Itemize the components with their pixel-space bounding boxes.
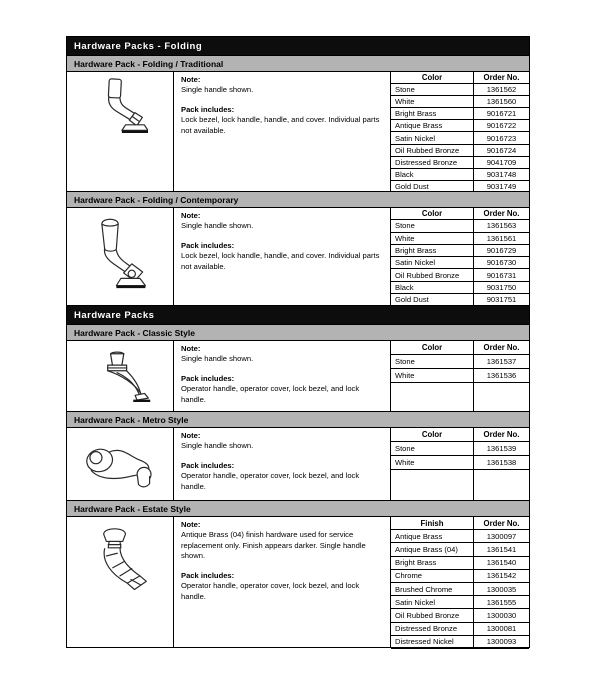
- estate-style-handle-illustration: [91, 525, 149, 596]
- order-no-cell: 1361562: [474, 84, 529, 96]
- table-row: [391, 108, 529, 120]
- table-header-row: [391, 428, 529, 442]
- table-row: [391, 157, 529, 169]
- pack-section-folding-traditional: [66, 55, 530, 192]
- note-text: Single handle shown.: [181, 441, 254, 451]
- table-row: [391, 442, 529, 456]
- finish-name-cell: White: [391, 96, 474, 108]
- column-header-order-no: Order No.: [474, 428, 529, 442]
- order-no-cell: 9016724: [474, 145, 529, 157]
- finish-name-cell: Black: [391, 169, 474, 181]
- finish-name-cell: Satin Nickel: [391, 132, 474, 144]
- column-header-order-no: Order No.: [474, 517, 529, 530]
- table-row: [391, 269, 529, 281]
- finish-name-cell: Distressed Bronze: [391, 157, 474, 169]
- order-no-cell: 1361536: [474, 369, 529, 383]
- table-row: [391, 145, 529, 157]
- order-no-cell: 1361540: [474, 557, 529, 570]
- finish-name-cell: Oil Rubbed Bronze: [391, 609, 474, 622]
- includes-text: Operator handle, operator cover, lock bezel, and lock handle.: [181, 384, 360, 404]
- pack-title: Hardware Pack - Folding / Contemporary: [66, 191, 530, 208]
- table-row: [391, 220, 529, 232]
- table-row: [391, 96, 529, 108]
- finish-name-cell: Antique Brass (04): [391, 543, 474, 556]
- includes-text: Operator handle, operator cover, lock bezel, and lock handle.: [181, 581, 360, 601]
- table-row: [391, 84, 529, 96]
- finish-name-cell: Gold Dust: [391, 181, 474, 193]
- column-header-order-no: Order No.: [474, 341, 529, 355]
- table-row: [391, 245, 529, 257]
- table-row: [391, 557, 529, 570]
- order-no-cell: 9031748: [474, 169, 529, 181]
- order-no-cell: 1361541: [474, 543, 529, 556]
- table-row: [391, 355, 529, 369]
- table-row: [391, 583, 529, 596]
- finish-name-cell: Stone: [391, 84, 474, 96]
- includes-text: Lock bezel, lock handle, handle, and cover. Individual parts not available.: [181, 115, 380, 135]
- table-row: [391, 169, 529, 181]
- finish-name-cell: Bright Brass: [391, 245, 474, 257]
- order-no-cell: 9031749: [474, 181, 529, 193]
- table-filler: [391, 383, 529, 411]
- finish-name-cell: White: [391, 369, 474, 383]
- note-text: Single handle shown.: [181, 85, 254, 95]
- includes-text: Operator handle, operator cover, lock bezel, and lock handle.: [181, 471, 360, 491]
- column-header-order-no: Order No.: [474, 72, 529, 84]
- includes-text: Lock bezel, lock handle, handle, and cover. Individual parts not available.: [181, 251, 380, 271]
- order-no-cell: 9016722: [474, 120, 529, 132]
- note-text: Single handle shown.: [181, 354, 254, 364]
- includes-label: Pack includes:: [181, 240, 235, 250]
- figure-cell: [67, 341, 174, 411]
- finish-name-cell: Stone: [391, 442, 474, 456]
- finish-name-cell: Antique Brass: [391, 120, 474, 132]
- empty-cell: [391, 470, 474, 500]
- order-no-cell: 9031750: [474, 282, 529, 294]
- note-text: Single handle shown.: [181, 221, 254, 231]
- note-text: Antique Brass (04) finish hardware used for service replacement only. Finish appears darker. Single handle shown.: [181, 530, 366, 561]
- finish-name-cell: Antique Brass: [391, 530, 474, 543]
- finish-name-cell: Bright Brass: [391, 108, 474, 120]
- figure-cell: [67, 72, 174, 191]
- table-row: [391, 369, 529, 383]
- table-row: [391, 257, 529, 269]
- order-no-cell: 1300097: [474, 530, 529, 543]
- order-no-cell: 1361563: [474, 220, 529, 232]
- note-label: Note:: [181, 75, 201, 84]
- empty-cell: [391, 383, 474, 411]
- note-cell: [174, 208, 391, 305]
- metro-style-handle-illustration: [83, 441, 157, 491]
- note-cell: [174, 341, 391, 411]
- table-row: [391, 132, 529, 144]
- order-no-cell: 1361560: [474, 96, 529, 108]
- order-no-cell: 9016723: [474, 132, 529, 144]
- folding-contemporary-handle-illustration: [91, 213, 149, 293]
- order-no-cell: 1361537: [474, 355, 529, 369]
- table-row: [391, 120, 529, 132]
- group-header-folding: Hardware Packs - Folding: [66, 36, 530, 56]
- note-label: Note:: [181, 211, 201, 220]
- note-cell: [174, 517, 391, 647]
- finish-name-cell: Stone: [391, 355, 474, 369]
- order-no-cell: 1300035: [474, 583, 529, 596]
- finish-name-cell: Stone: [391, 220, 474, 232]
- table-rows: [391, 530, 529, 649]
- column-header-order-no: Order No.: [474, 208, 529, 220]
- table-header-row: [391, 517, 529, 530]
- table-row: [391, 530, 529, 543]
- order-no-cell: 1361538: [474, 456, 529, 470]
- finish-name-cell: Gold Dust: [391, 294, 474, 306]
- table-rows: [391, 220, 529, 306]
- column-header-color: Color: [391, 341, 474, 355]
- table-row: [391, 543, 529, 556]
- order-table: [391, 208, 529, 305]
- order-no-cell: 9016730: [474, 257, 529, 269]
- order-no-cell: 1361555: [474, 596, 529, 609]
- figure-cell: [67, 517, 174, 647]
- note-label: Note:: [181, 431, 201, 440]
- order-no-cell: 9016729: [474, 245, 529, 257]
- pack-title: Hardware Pack - Classic Style: [66, 324, 530, 341]
- order-no-cell: 1361561: [474, 233, 529, 245]
- order-no-cell: 9031751: [474, 294, 529, 306]
- order-no-cell: 1361539: [474, 442, 529, 456]
- order-table: [391, 517, 529, 647]
- pack-title: Hardware Pack - Folding / Traditional: [66, 55, 530, 72]
- finish-name-cell: Satin Nickel: [391, 596, 474, 609]
- includes-label: Pack includes:: [181, 373, 235, 383]
- includes-label: Pack includes:: [181, 570, 235, 580]
- table-row: [391, 636, 529, 649]
- order-no-cell: 1300081: [474, 623, 529, 636]
- table-rows: [391, 355, 529, 383]
- figure-cell: [67, 428, 174, 500]
- table-row: [391, 282, 529, 294]
- order-no-cell: 9016731: [474, 269, 529, 281]
- table-row: [391, 233, 529, 245]
- finish-name-cell: White: [391, 233, 474, 245]
- finish-name-cell: White: [391, 456, 474, 470]
- order-no-cell: 9041709: [474, 157, 529, 169]
- finish-name-cell: Chrome: [391, 570, 474, 583]
- pack-section-classic-style: [66, 324, 530, 412]
- note-label: Note:: [181, 344, 201, 353]
- table-row: [391, 456, 529, 470]
- finish-name-cell: Oil Rubbed Bronze: [391, 145, 474, 157]
- table-row: [391, 623, 529, 636]
- table-header-row: [391, 72, 529, 84]
- table-row: [391, 596, 529, 609]
- order-no-cell: 1300093: [474, 636, 529, 649]
- table-filler: [391, 470, 529, 500]
- table-header-row: [391, 341, 529, 355]
- pack-section-estate-style: [66, 500, 530, 648]
- order-no-cell: 1361542: [474, 570, 529, 583]
- table-row: [391, 570, 529, 583]
- figure-cell: [67, 208, 174, 305]
- note-cell: [174, 428, 391, 500]
- column-header-color: Color: [391, 72, 474, 84]
- note-cell: [174, 72, 391, 191]
- pack-title: Hardware Pack - Estate Style: [66, 500, 530, 517]
- empty-cell: [474, 470, 529, 500]
- finish-name-cell: Oil Rubbed Bronze: [391, 269, 474, 281]
- column-header-finish: Finish: [391, 517, 474, 530]
- column-header-color: Color: [391, 428, 474, 442]
- order-no-cell: 1300030: [474, 609, 529, 622]
- table-row: [391, 609, 529, 622]
- finish-name-cell: Distressed Bronze: [391, 623, 474, 636]
- order-no-cell: 9016721: [474, 108, 529, 120]
- folding-traditional-handle-illustration: [92, 77, 148, 139]
- finish-name-cell: Distressed Nickel: [391, 636, 474, 649]
- classic-style-handle-illustration: [86, 349, 154, 402]
- table-rows: [391, 442, 529, 470]
- finish-name-cell: Brushed Chrome: [391, 583, 474, 596]
- table-rows: [391, 84, 529, 193]
- order-table: [391, 72, 529, 191]
- group-header-general: Hardware Packs: [66, 305, 530, 325]
- includes-label: Pack includes:: [181, 460, 235, 470]
- pack-title: Hardware Pack - Metro Style: [66, 411, 530, 428]
- finish-name-cell: Bright Brass: [391, 557, 474, 570]
- column-header-color: Color: [391, 208, 474, 220]
- includes-label: Pack includes:: [181, 104, 235, 114]
- pack-section-folding-contemporary: [66, 191, 530, 306]
- table-header-row: [391, 208, 529, 220]
- note-label: Note:: [181, 520, 201, 529]
- finish-name-cell: Satin Nickel: [391, 257, 474, 269]
- empty-cell: [474, 383, 529, 411]
- order-table: [391, 428, 529, 500]
- catalog-page: [66, 37, 530, 648]
- pack-section-metro-style: [66, 411, 530, 501]
- finish-name-cell: Black: [391, 282, 474, 294]
- order-table: [391, 341, 529, 411]
